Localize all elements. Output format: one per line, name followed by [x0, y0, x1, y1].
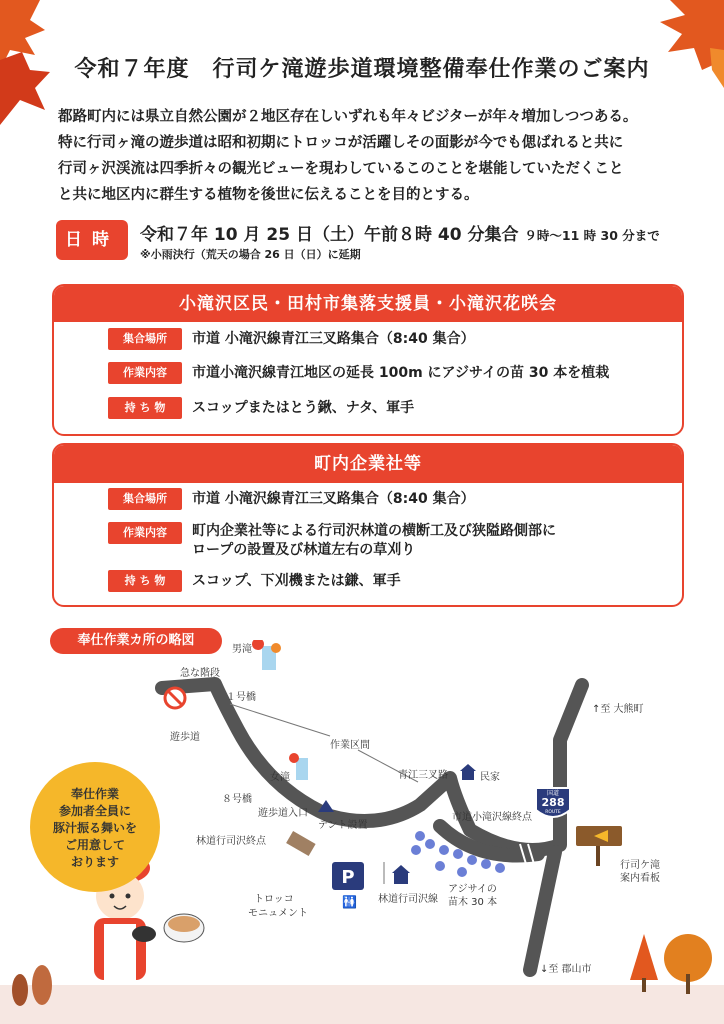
label-hydrangea: アジサイの [448, 884, 497, 895]
row-value-line: ロープの設置及び林道左右の草刈り [192, 542, 416, 558]
label-to-koriyama: ↓至 郡山市 [540, 964, 592, 975]
info-row-work [108, 522, 556, 560]
row-label: 持 ち 物 [108, 570, 182, 592]
date-note: ※小雨決行（荒天の場合 26 日（日）に延期 [140, 248, 361, 261]
label-forest-road: 林道行司沢線 [378, 894, 438, 905]
label-to-okuma: ↑至 大熊町 [592, 704, 644, 715]
intro-text [58, 104, 678, 208]
route-number: 288 [541, 796, 565, 809]
label-trail: 遊歩道 [170, 732, 200, 743]
label-hydrangea: 苗木 30 本 [448, 897, 498, 908]
row-label: 集合場所 [108, 328, 182, 350]
hut-icon [394, 872, 408, 884]
row-value [192, 522, 556, 560]
page-title: 令和７年度 行司ケ滝遊歩道環境整備奉仕作業のご案内 [74, 57, 650, 82]
label-forest-road-end: 林道行司沢終点 [196, 836, 266, 847]
label-trail-entrance: 遊歩道入口 [258, 808, 308, 819]
maple-icon [289, 753, 299, 763]
row-label: 作業内容 [108, 522, 182, 544]
row-value: 市道小滝沢線青江地区の延長 100m にアジサイの苗 30 本を植栽 [192, 364, 610, 381]
waterfall-icon [296, 758, 308, 780]
label-bridge1: １号橋 [226, 692, 256, 703]
row-label: 作業内容 [108, 362, 182, 384]
label-steep-stairs: 急な階段 [180, 668, 220, 679]
info-row-meeting-place [108, 488, 475, 510]
label-metaki: 女滝 [270, 772, 290, 783]
intro-line: と共に地区内に群生する植物を後世に伝えることを目的とする。 [58, 187, 479, 203]
info-row-meeting-place [108, 328, 475, 350]
row-label: 持 ち 物 [108, 397, 182, 419]
road-main [162, 684, 582, 850]
map-section-badge: 奉仕作業カ所の略図 [50, 628, 222, 654]
info-row-belongings [108, 570, 401, 592]
notice-line: 奉仕作業 [70, 787, 119, 801]
info-row-work [108, 362, 609, 384]
notice-line: 豚汁振る舞いを [52, 821, 137, 835]
label-work-section: 作業区間 [330, 740, 370, 751]
tree-icon [32, 965, 52, 1005]
label-house: 民家 [480, 772, 500, 783]
date-badge: 日時 [56, 220, 128, 260]
date-main-text: 令和７年 10 月 25 日（土）午前８時 40 分集合 [140, 225, 519, 245]
label-trolley: トロッコ [254, 894, 294, 905]
ground-band [0, 985, 724, 1024]
date-time-range: ９時～11 時 30 分まで [524, 228, 660, 243]
row-value-line: 町内企業社等による行司沢林道の横断工及び狭隘路側部に [192, 523, 556, 539]
svg-text:P: P [341, 867, 355, 888]
label-trolley: モニュメント [248, 908, 308, 919]
info-row-belongings [108, 397, 414, 419]
row-value: 市道 小滝沢線青江三叉路集合（8:40 集合） [192, 330, 475, 347]
pork-soup-notice-text [30, 786, 160, 871]
label-gyoji-sign: 案内看板 [620, 873, 660, 884]
date-main [140, 220, 660, 245]
label-otaki: 男滝 [232, 644, 252, 655]
group-header: 小滝沢区民・田村市集落支援員・小滝沢花咲会 [54, 286, 682, 322]
row-value: スコップまたはとう鍬、ナタ、軍手 [192, 399, 415, 416]
toilet-icon: 🚻 [342, 895, 357, 909]
tree-icon [12, 974, 28, 1006]
road-national [530, 852, 555, 970]
label-city-road-end: 市道小滝沢線終点 [452, 812, 532, 823]
house-icon [462, 770, 474, 780]
intro-line: 行司ヶ沢渓流は四季折々の観光ビューを現わしているこのことを堪能していただくこと [58, 161, 624, 177]
row-value: スコップ、下刈機または鎌、軍手 [192, 572, 401, 589]
label-aoe-junction: 青江三叉路 [398, 770, 448, 781]
svg-text:国道: 国道 [546, 790, 560, 797]
label-tent: テント設置 [318, 820, 368, 831]
label-gyoji-sign: 行司ケ滝 [620, 860, 660, 871]
row-value: 市道 小滝沢線青江三叉路集合（8:40 集合） [192, 490, 475, 507]
row-label: 集合場所 [108, 488, 182, 510]
notice-line: おります [70, 855, 119, 869]
group-header: 町内企業社等 [54, 445, 682, 483]
intro-line: 特に行司ヶ滝の遊歩道は昭和初期にトロッコが活躍しその面影が今でも偲ばれると共に [58, 135, 624, 151]
notice-line: 参加者全員に [58, 804, 131, 818]
trolley-monument-icon [286, 831, 316, 856]
label-bridge8: ８号橋 [222, 794, 252, 805]
intro-line: 都路町内には県立自然公園が２地区存在しいずれも年々ビジターが年々増加しつつある。 [58, 109, 638, 125]
svg-text:ROUTE: ROUTE [545, 810, 561, 815]
tree-icon [630, 934, 658, 980]
notice-line: ご用意して [64, 838, 125, 852]
